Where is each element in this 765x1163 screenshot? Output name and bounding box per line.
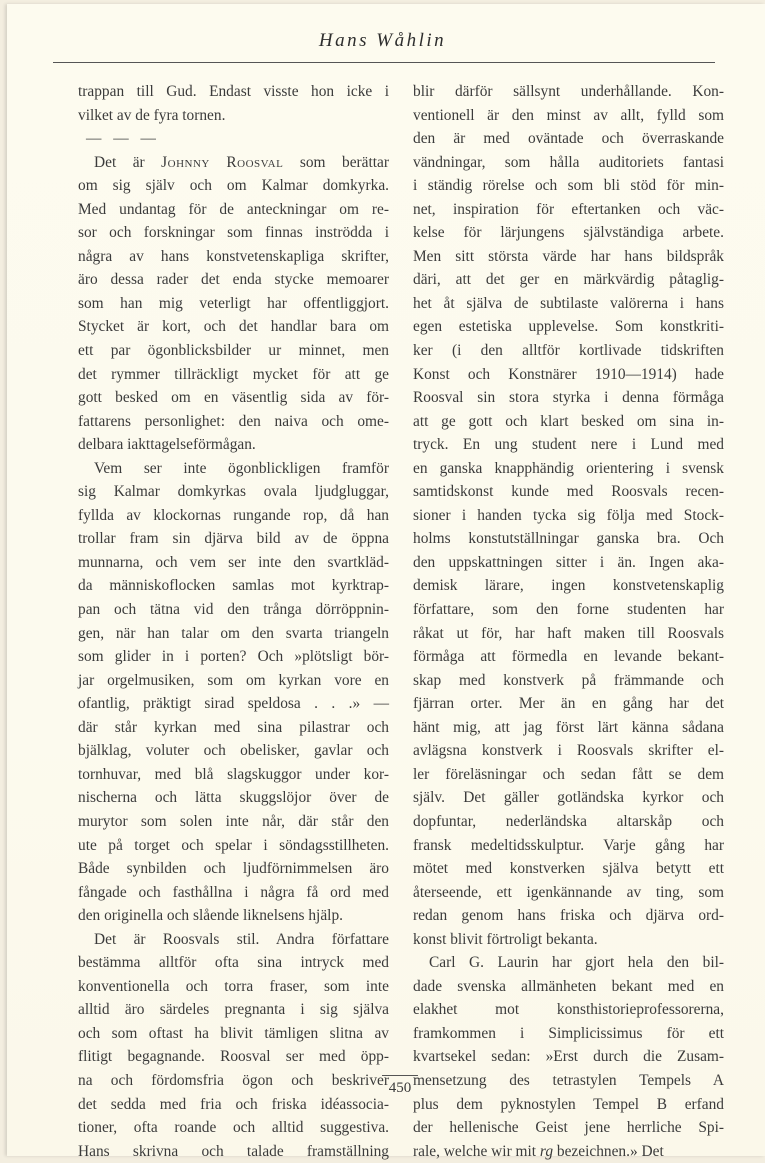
text-line: vilket av de fyra tornen. — [78, 106, 226, 124]
text-line: trappan till Gud. Endast visste hon icke i — [78, 83, 389, 100]
text-line: ventionell är den minst av allt, fylld som — [413, 106, 724, 124]
text-line: der hellenische Geist jene herrliche Spi- — [413, 1119, 724, 1137]
text-line: vändningar, som hålla auditoriets fantasi — [413, 153, 724, 171]
text-line: sig Kalmar domkyrkas ovala ljudgluggar, — [78, 483, 389, 501]
text-line: egen estetiska upplevelse. Som konstkriti- — [413, 318, 724, 336]
text-line: författare, som den forne studenten har — [413, 601, 724, 619]
text-line: en ganska knapphändig orientering i svensk — [413, 459, 724, 477]
text-line: tornhuvar, med blå slagskuggor under kor- — [78, 765, 389, 783]
text-line: ler föreläsningar och sedan fått se dem — [413, 765, 724, 783]
text-line: gen, när han talar om den svarta triangeln — [78, 624, 389, 642]
text-line: murytor som solen inte når, där står den — [78, 812, 389, 830]
text-line: kvartsekel sedan: »Erst durch die Zusam- — [413, 1048, 724, 1066]
text-line: som han mig veterligt har offentliggjort. — [78, 294, 389, 312]
text-line: ute på torget och spelar i söndagsstillheten. — [78, 836, 389, 854]
header-rule — [53, 62, 715, 63]
text-line: demisk lärare, ingen konstvetenskaplig — [413, 577, 724, 595]
text-line: Stycket är kort, och det handlar bara om — [78, 318, 389, 336]
text-line: att ge gott och klart besked om sina in- — [413, 412, 724, 430]
text-line: och som oftast ha blivit tämligen slitna av — [78, 1024, 389, 1042]
text-line: om sig själv och om Kalmar domkyrka. — [78, 177, 389, 195]
text-line: Men sitt största värde har hans bildspråk — [413, 247, 724, 265]
text-line: Hans skrivna och talade framställning — [78, 1142, 389, 1160]
text-line: pan och tätna vid den trånga dörröppnin- — [78, 601, 389, 619]
text-line: dopfuntar, nederländska altarskåp och — [413, 812, 724, 830]
text-line: alltid äro särdeles pregnanta i sig själva — [78, 1001, 389, 1019]
text-line: jar orgelmusiken, som om kyrkan vore en — [78, 671, 389, 689]
text-line: holms konstutställningar ganska bra. Och — [413, 530, 724, 548]
text-line: förmåga att förmedla en levande bekant- — [413, 648, 724, 666]
text-line: avlägsna konstverk i Roosvals skrifter el- — [413, 742, 724, 760]
text-line: ofantlig, präktigt sirad speldosa . . .» — — [78, 695, 389, 713]
author-name-last: Roosval — [226, 153, 284, 171]
text-line: Carl G. Laurin har gjort hela den bil- — [429, 954, 724, 972]
text-line: sioner i handen tycka sig följa med Stock- — [413, 506, 724, 524]
text-line: Vem ser inte ögonblickligen framför — [94, 459, 389, 477]
text-line: bestämma alltför ofta sina intryck med — [78, 954, 389, 972]
text-line: den uppskattningen sitter i än. Ingen aka- — [413, 553, 724, 571]
text-line: munnarna, och vem ser inte den svartkläd- — [78, 553, 389, 571]
text-line: råkat ut för, har haft maken till Roosvals — [413, 624, 724, 642]
text-line: rale, welche wir mit rg bezeichnen.» Det — [413, 1142, 664, 1160]
text-line: fransk medeltidsskulptur. Varje gång har — [413, 836, 724, 854]
text-line: det rymmer tillräckligt mycket för att ge — [78, 365, 389, 383]
text-line: några av hans konstvetenskapliga skrifter, — [78, 247, 389, 265]
text-line: Både synbilden och ljudförnimmelsen äro — [78, 860, 389, 878]
text-line: ett par ögonblicksbilder ur minnet, men — [78, 342, 389, 360]
text-line: däri, att det ger en märkvärdig påtaglig- — [413, 271, 724, 289]
author-name-first: Johnny — [161, 153, 210, 171]
text-line: na och fördomsfria ögon och beskriver — [78, 1071, 389, 1089]
text-line: het åt själva de subtilaste valörerna i hans — [413, 294, 724, 312]
text-line: mötet med konstverken själva betytt ett — [413, 860, 724, 878]
right-column — [413, 80, 724, 1163]
text-line: samtidskonst kunde med Roosvals recen- — [413, 483, 724, 501]
text-line: där står kyrkan med sina pilastrar och — [78, 718, 389, 736]
text-line: gott besked om en väsentlig sida av för- — [78, 389, 389, 407]
text-line: blir därför sällsynt underhållande. Kon- — [413, 83, 724, 100]
text-line: sor och forskningar som finnas inströdda i — [78, 224, 389, 242]
text-line: bjälklag, voluter och obelisker, gavlar och — [78, 742, 389, 760]
text-line: hänt mig, att jag först lärt känna sådana — [413, 718, 724, 736]
text-line: ker (i den alltför kortlivade tidskriften — [413, 342, 724, 360]
section-separator: — — — — [86, 130, 160, 148]
text-line: den är med oväntade och överraskande — [413, 130, 724, 148]
text-line: trollar fram sin djärva bild av de öppna — [78, 530, 389, 548]
text-line: fyllda av klockornas rungande rop, då han — [78, 506, 389, 524]
text-line: i ständig rörelse och som bli stöd för min- — [413, 177, 724, 195]
text-line: som glider in i porten? Och »plötsligt bör- — [78, 648, 389, 666]
text-line: tryck. En ung student nere i Lund med — [413, 436, 724, 454]
left-column — [78, 80, 389, 1163]
text-line: konventionella och torra fraser, som inte — [78, 977, 389, 995]
folio-rule — [382, 1075, 418, 1076]
text-line: flitigt begagnande. Roosval ser med öpp- — [78, 1048, 389, 1066]
text-line: mensetzung des tetrastylen Tempels A — [413, 1071, 724, 1089]
text-line: konst blivit förtroligt bekanta. — [413, 930, 598, 948]
text-line: Det är Roosvals stil. Andra författare — [94, 930, 389, 948]
text-line: net, inspiration för eftertanken och väc- — [413, 200, 724, 218]
text-line: det sedda med fria och friska idéassocia- — [78, 1095, 389, 1113]
text-line: fångade och fasthållna i några få ord med — [78, 883, 389, 901]
text-line: Konst och Konstnärer 1910—1914) hade — [413, 365, 724, 383]
text-line: Roosval sin stora styrka i denna förmåga — [413, 389, 724, 407]
text-line: skap med konstverk på främmande och — [413, 671, 724, 689]
text-line: delbara iakttagelseförmågan. — [78, 436, 256, 454]
text-line: redan genom hans friska och djärva ord- — [413, 907, 724, 925]
running-head: Hans Wåhlin — [318, 30, 447, 51]
text-line: den originella och slående liknelsens hjälp. — [78, 907, 343, 925]
text-line: själv. Det gäller gotländska kyrkor och — [413, 789, 724, 807]
text-line: Med undantag för de anteckningar om re- — [78, 200, 389, 218]
text-line: fjärran orter. Mer än en gång har det — [413, 695, 724, 713]
text-line: elakhet mot konsthistorieprofessorerna, — [413, 1001, 724, 1019]
text-line: återseende, ett igenkännande av ting, som — [413, 883, 724, 901]
text-line: kelse för lärjungens självständiga arbete. — [413, 224, 724, 242]
text-line: fattarens personlighet: den naiva och ome- — [78, 412, 389, 430]
text-line: nischerna och lätta skuggslöjor över de — [78, 789, 389, 807]
text-line: framkommen i Simplicissimus för ett — [413, 1024, 724, 1042]
text-line: Det är Johnny Roosval som berättar — [94, 153, 389, 171]
text-line: dade svenska allmänheten bekant med en — [413, 977, 724, 995]
text-line: tioner, ofta roande och alltid suggestiva. — [78, 1119, 389, 1137]
text-line: plus dem pyknostylen Tempel B erfand — [413, 1095, 724, 1113]
italic-symbol: rg — [539, 1142, 554, 1160]
page-number: 450 — [388, 1080, 412, 1096]
text-line: da människoflocken samlas mot kyrktrap- — [78, 577, 389, 595]
text-line: äro dessa rader det enda stycke memoarer — [78, 271, 389, 289]
